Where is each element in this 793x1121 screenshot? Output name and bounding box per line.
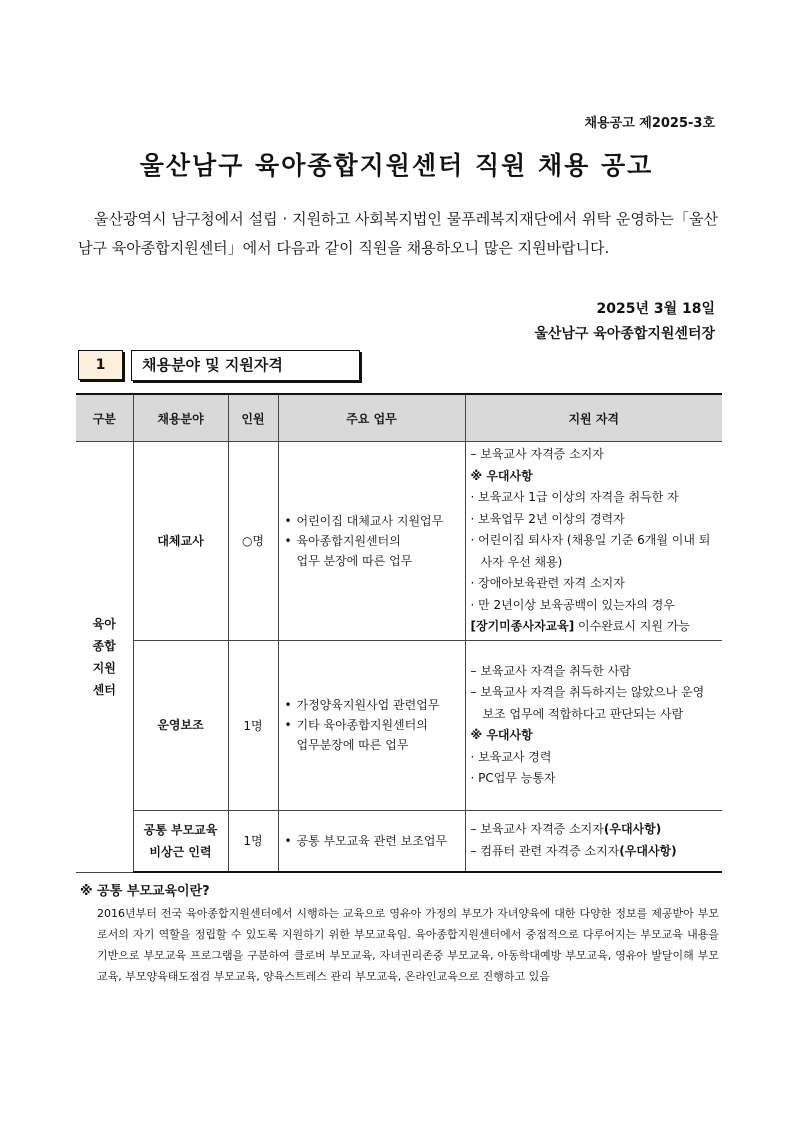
qualifications-cell: – 보육교사 자격증 소지자 ※ 우대사항 · 보육교사 1급 이상의 자격을 취득한 자 · 보육업무 2년 이상의 경력자 · 어린이집 퇴사자 (채용일 기준 6개월 이내 퇴사자 우선 채용) · 장애아보육관련 자격 소지자 · 만 2년이상 보육공백이 있는자의 경우 [장기미종사자교육] 이수완료시 지원 가능 [465,442,722,641]
qualifications-cell: – 보육교사 자격증 소지자(우대사항) – 컴퓨터 관련 자격증 소지자(우대사항) [465,810,722,872]
header-qualifications: 지원 자격 [465,394,722,442]
intro-text: 울산광역시 남구청에서 설립 · 지원하고 사회복지법인 물푸레복지재단에서 위탁 운영하는「울산남구 육아종합지원센터」에서 다음과 같이 직원을 채용하오니 많은 지원바랍니다. [78,210,718,257]
page-title: 울산남구 육아종합지원센터 직원 채용 공고 [139,151,654,180]
duties-cell: • 어린이집 대체교사 지원업무 • 육아종합지원센터의 업무 분장에 따른 업무 [278,442,465,641]
header-count: 인원 [228,394,278,442]
notice-number: 채용공고 제2025-3호 [584,116,715,131]
section-title: 채용분야 및 지원자격 [131,350,360,381]
duties-cell: • 공통 부모교육 관련 보조업무 [278,810,465,872]
table-row [76,640,722,810]
header-category: 구분 [76,394,133,442]
table-row [76,442,722,641]
count-cell: ○명 [228,442,278,641]
count-cell: 1명 [228,810,278,872]
field-cell: 대체교사 [133,442,228,641]
qualifications-cell: – 보육교사 자격을 취득한 사람 – 보육교사 자격을 취득하지는 않았으나 운영 보조 업무에 적합하다고 판단되는 사람 ※ 우대사항 · 보육교사 경력 · PC업무 능통자 [465,640,722,810]
header-field: 채용분야 [133,394,228,442]
signer: 울산남구 육아종합지원센터장 [534,326,715,342]
field-cell: 운영보조 [133,640,228,810]
count-cell: 1명 [228,640,278,810]
category-cell: 육아 종합 지원 센터 [76,442,133,873]
note-title: ※ 공통 부모교육이란? [80,884,210,899]
note-body: 2016년부터 전국 육아종합지원센터에서 시행하는 교육으로 영유아 가정의 부모가 자녀양육에 대한 다양한 정보를 제공받아 부모로서의 자기 역할을 정립할 수 있도록 지원하기 위한 부모교육임. 육아종합지원센터에서 중점적으로 다루어지는 부모교육 내용을 기반으로 부모교육 프로그램을 구분하여 클로버 부모교육, 자녀권리존중 부모교육, 아동학대예방 부모교육, 영유아 발달이해 부모교육, 부모양육태도점검 부모교육, 양육스트레스 관리 부모교육, 온라인교육으로 진행하고 있음 [97,907,719,983]
table-row [76,810,722,872]
recruitment-table [76,393,722,873]
header-duties: 주요 업무 [278,394,465,442]
field-cell: 공통 부모교육 비상근 인력 [133,810,228,872]
duties-cell: • 가정양육지원사업 관련업무 • 기타 육아종합지원센터의 업무분장에 따른 업무 [278,640,465,810]
intro-paragraph [78,205,718,263]
notice-date: 2025년 3월 18일 [596,301,715,317]
section-number: 1 [78,350,123,380]
table-header-row [76,394,722,442]
